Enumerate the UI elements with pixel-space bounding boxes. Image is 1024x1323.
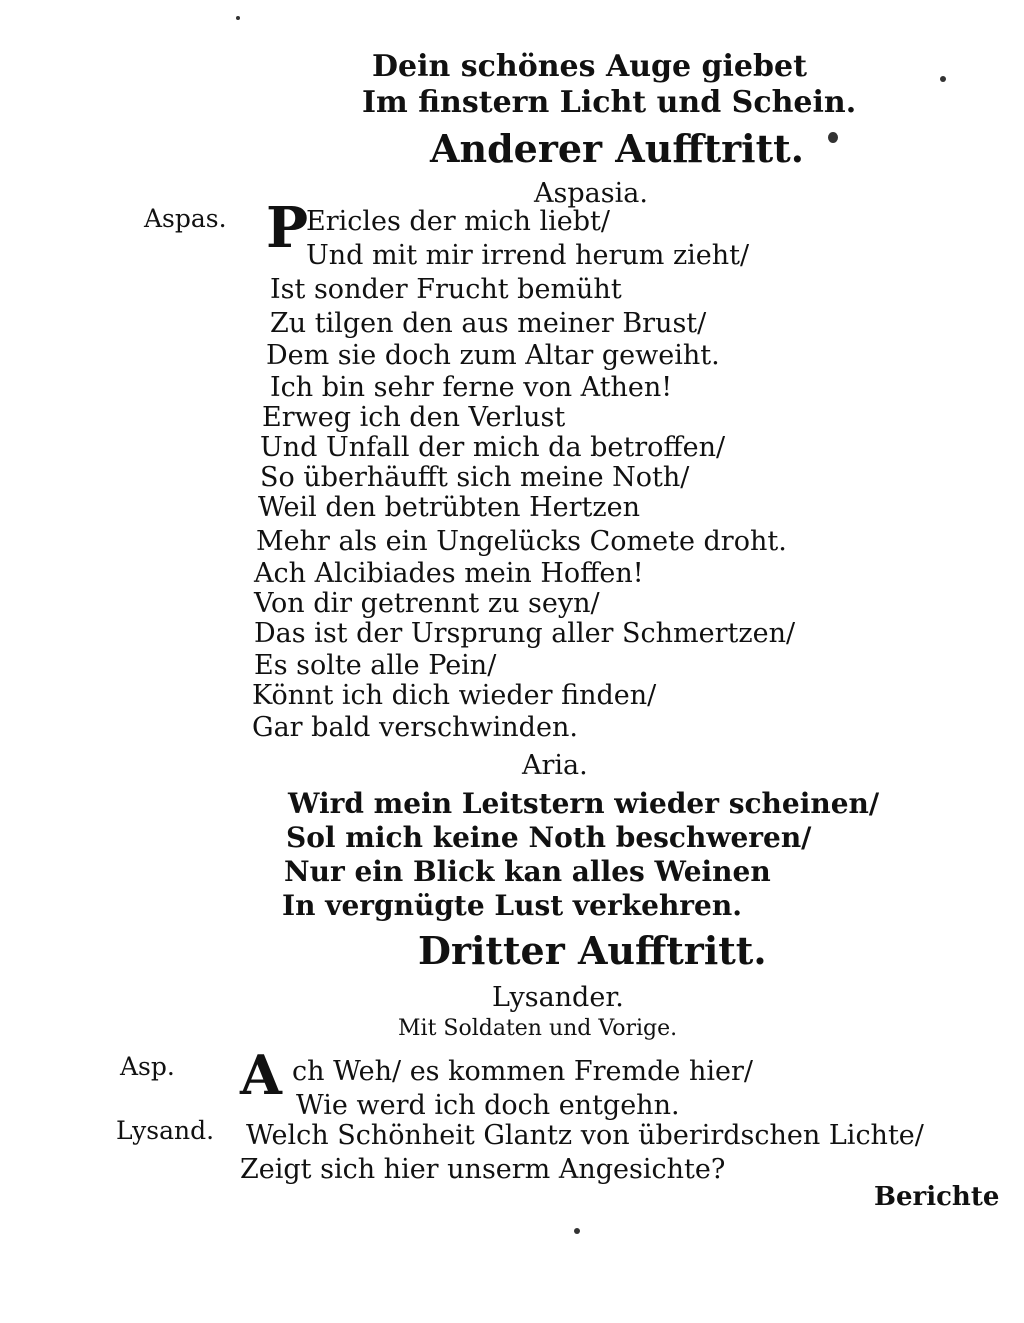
verse-line: Weil den betrübten Hertzen bbox=[258, 492, 640, 523]
ink-speck bbox=[236, 16, 240, 20]
drop-initial: P bbox=[266, 195, 309, 261]
verse-line: Von dir getrennt zu seyn/ bbox=[254, 588, 600, 619]
verse-line: Dem sie doch zum Altar geweiht. bbox=[266, 340, 720, 371]
scene-heading: Anderer Aufftritt. bbox=[430, 126, 804, 171]
aria-label: Aria. bbox=[522, 750, 588, 781]
speaker-label: Asp. bbox=[120, 1052, 175, 1081]
verse-line: Im finstern Licht und Schein. bbox=[362, 85, 857, 120]
verse-line: Könnt ich dich wieder finden/ bbox=[252, 680, 657, 711]
aria-line: In vergnügte Lust verkehren. bbox=[282, 889, 742, 922]
speaker-label: Aspas. bbox=[144, 204, 227, 233]
ink-speck bbox=[828, 132, 838, 143]
verse-line: Erweg ich den Verlust bbox=[262, 402, 566, 433]
verse-line: Mehr als ein Ungelücks Comete droht. bbox=[256, 526, 787, 557]
verse-line: Und Unfall der mich da betroffen/ bbox=[260, 432, 726, 463]
drop-initial: A bbox=[240, 1043, 282, 1107]
aria-line: Sol mich keine Noth beschweren/ bbox=[286, 821, 812, 854]
verse-line: Ericles der mich liebt/ bbox=[306, 206, 610, 237]
catchword: Berichte bbox=[874, 1182, 1000, 1212]
aria-line: Nur ein Blick kan alles Weinen bbox=[284, 855, 771, 888]
verse-line: Und mit mir irrend herum zieht/ bbox=[306, 240, 750, 271]
verse-line: Welch Schönheit Glantz von überirdschen Lichte/ bbox=[246, 1120, 924, 1151]
verse-line: Wie werd ich doch entgehn. bbox=[296, 1090, 680, 1121]
verse-line: Dein schönes Auge giebet bbox=[372, 49, 807, 84]
aria-line: Wird mein Leitstern wieder scheinen/ bbox=[288, 787, 880, 820]
verse-line: So überhäufft sich meine Noth/ bbox=[260, 462, 690, 493]
verse-line: ch Weh/ es kommen Fremde hier/ bbox=[292, 1056, 753, 1087]
verse-line: Es solte alle Pein/ bbox=[254, 650, 497, 681]
speaker-label: Lysand. bbox=[116, 1116, 215, 1145]
ink-speck bbox=[940, 76, 946, 82]
verse-line: Zu tilgen den aus meiner Brust/ bbox=[270, 308, 707, 339]
verse-line: Ist sonder Frucht bemüht bbox=[270, 274, 622, 305]
verse-line: Ach Alcibiades mein Hoffen! bbox=[254, 558, 644, 589]
character-name: Aspasia. bbox=[534, 178, 648, 209]
verse-line: Gar bald verschwinden. bbox=[252, 712, 578, 743]
verse-line: Zeigt sich hier unserm Angesichte? bbox=[240, 1154, 726, 1185]
character-name: Lysander. bbox=[492, 982, 624, 1013]
verse-line: Das ist der Ursprung aller Schmertzen/ bbox=[254, 618, 796, 649]
scene-heading: Dritter Aufftritt. bbox=[418, 928, 767, 973]
verse-line: Ich bin sehr ferne von Athen! bbox=[270, 372, 673, 403]
ink-speck bbox=[574, 1228, 580, 1234]
stage-direction: Mit Soldaten und Vorige. bbox=[398, 1016, 678, 1041]
